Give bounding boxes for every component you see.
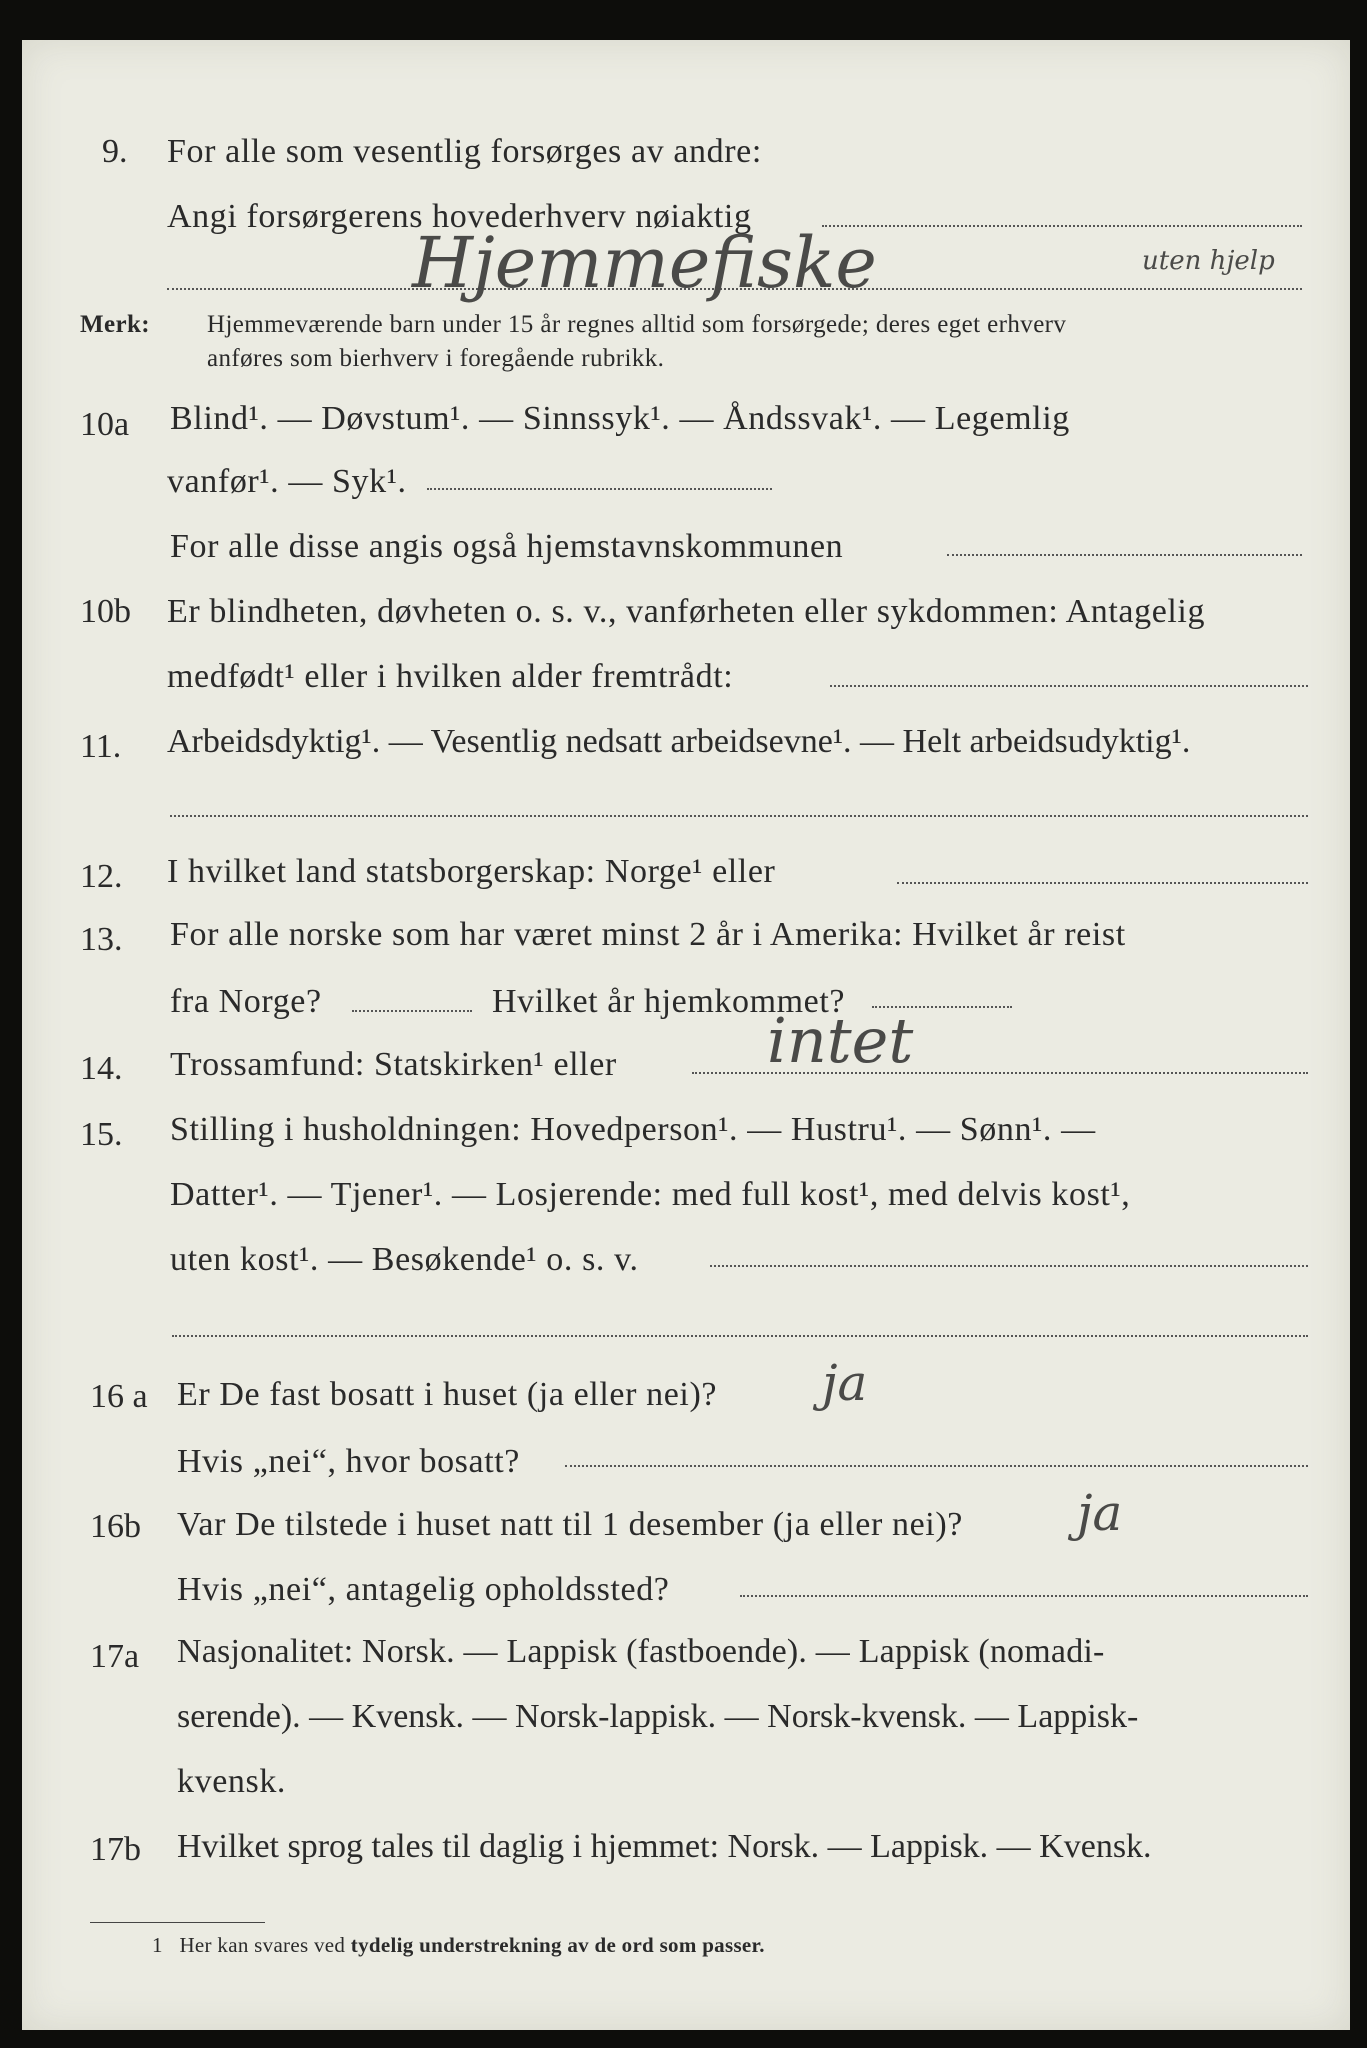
item-12-line-1: I hvilket land statsborgerskap: Norge¹ eller — [167, 853, 776, 890]
handwritten-occupation: Hjemmefiske — [412, 222, 877, 304]
footnote — [152, 1935, 765, 1956]
item-number-16b: 16b — [90, 1508, 141, 1545]
item-11-line-1: Arbeidsdyktig¹. — Vesentlig nedsatt arbeidsevne¹. — Helt arbeidsudyktig¹. — [167, 723, 1191, 760]
item-13-line-2: fra Norge? — [170, 983, 322, 1020]
answer-line — [170, 815, 1308, 817]
footnote-bold: tydelig understrekning av de ord som passer. — [350, 1933, 765, 1957]
answer-line — [740, 1595, 1308, 1597]
answer-line — [897, 882, 1308, 884]
item-10b-line-1: Er blindheten, døvheten o. s. v., vanførheten eller sykdommen: Antagelig — [167, 593, 1206, 630]
footnote-rule — [90, 1922, 265, 1923]
answer-line — [947, 554, 1302, 556]
item-13-line-3: Hvilket år hjemkommet? — [492, 983, 846, 1020]
footnote-mark: 1 — [152, 1933, 163, 1957]
item-15-line-1: Stilling i husholdningen: Hovedperson¹. — Hustru¹. — Sønn¹. — — [170, 1111, 1096, 1148]
item-number-10b: 10b — [80, 593, 131, 630]
handwritten-16b: ja — [1077, 1484, 1123, 1542]
item-10a-line-3: For alle disse angis også hjemstavnskommunen — [170, 528, 844, 565]
answer-line — [172, 1335, 1308, 1337]
item-number-9: 9. — [102, 133, 128, 170]
answer-line — [830, 685, 1308, 687]
item-16a-line-1: Er De fast bosatt i huset (ja eller nei)? — [177, 1376, 718, 1413]
item-number-17a: 17a — [90, 1638, 140, 1675]
answer-line — [822, 225, 1302, 227]
answer-line — [427, 488, 772, 490]
item-17b-line-1: Hvilket sprog tales til daglig i hjemmet: Norsk. — Lappisk. — Kvensk. — [177, 1828, 1152, 1865]
item-number-16a: 16 a — [90, 1378, 148, 1415]
item-9-line-2: Angi forsørgerens hovederhverv nøiaktig — [167, 198, 752, 235]
item-16b-line-2: Hvis „nei“, antagelig opholdssted? — [177, 1571, 670, 1608]
item-number-12: 12. — [80, 858, 123, 895]
item-16a-line-2: Hvis „nei“, hvor bosatt? — [177, 1443, 520, 1480]
item-16b-line-1: Var De tilstede i huset natt til 1 desember (ja eller nei)? — [177, 1506, 963, 1543]
item-number-17b: 17b — [90, 1831, 141, 1868]
item-number-13: 13. — [80, 921, 123, 958]
note-line-2: anføres som bierhverv i foregående rubrikk. — [207, 345, 665, 372]
item-number-11: 11. — [80, 728, 122, 765]
item-17a-line-1: Nasjonalitet: Norsk. — Lappisk (fastboende). — Lappisk (nomadi- — [177, 1633, 1105, 1670]
census-form-page — [22, 40, 1350, 2030]
item-10a-line-2: vanfør¹. — Syk¹. — [167, 463, 407, 500]
answer-line — [710, 1265, 1308, 1267]
item-15-line-2: Datter¹. — Tjener¹. — Losjerende: med full kost¹, med delvis kost¹, — [170, 1176, 1131, 1213]
item-10a-line-1: Blind¹. — Døvstum¹. — Sinnssyk¹. — Åndssvak¹. — Legemlig — [170, 400, 1070, 437]
handwritten-religion: intet — [767, 1004, 914, 1077]
answer-line — [565, 1465, 1308, 1467]
item-17a-line-2: serende). — Kvensk. — Norsk-lappisk. — Norsk-kvensk. — Lappisk- — [177, 1698, 1139, 1735]
note-line-1: Hjemmeværende barn under 15 år regnes alltid som forsørgede; deres eget erhverv — [207, 311, 1067, 338]
answer-line — [352, 1010, 472, 1012]
item-14-line-1: Trossamfund: Statskirken¹ eller — [170, 1046, 617, 1083]
item-number-14: 14. — [80, 1050, 123, 1087]
item-9-line-1: For alle som vesentlig forsørges av andre: — [167, 133, 762, 170]
item-number-15: 15. — [80, 1116, 123, 1153]
note-label: Merk: — [80, 311, 151, 338]
handwritten-16a: ja — [822, 1354, 868, 1412]
item-15-line-3: uten kost¹. — Besøkende¹ o. s. v. — [170, 1241, 639, 1278]
handwritten-occupation-note: uten hjelp — [1142, 246, 1275, 276]
footnote-lead: Her kan svares ved — [179, 1933, 346, 1957]
item-number-10a: 10a — [80, 406, 130, 443]
item-17a-line-3: kvensk. — [177, 1763, 287, 1800]
item-13-line-1: For alle norske som har været minst 2 år i Amerika: Hvilket år reist — [170, 916, 1126, 953]
item-10b-line-2: medfødt¹ eller i hvilken alder fremtrådt: — [167, 658, 734, 695]
